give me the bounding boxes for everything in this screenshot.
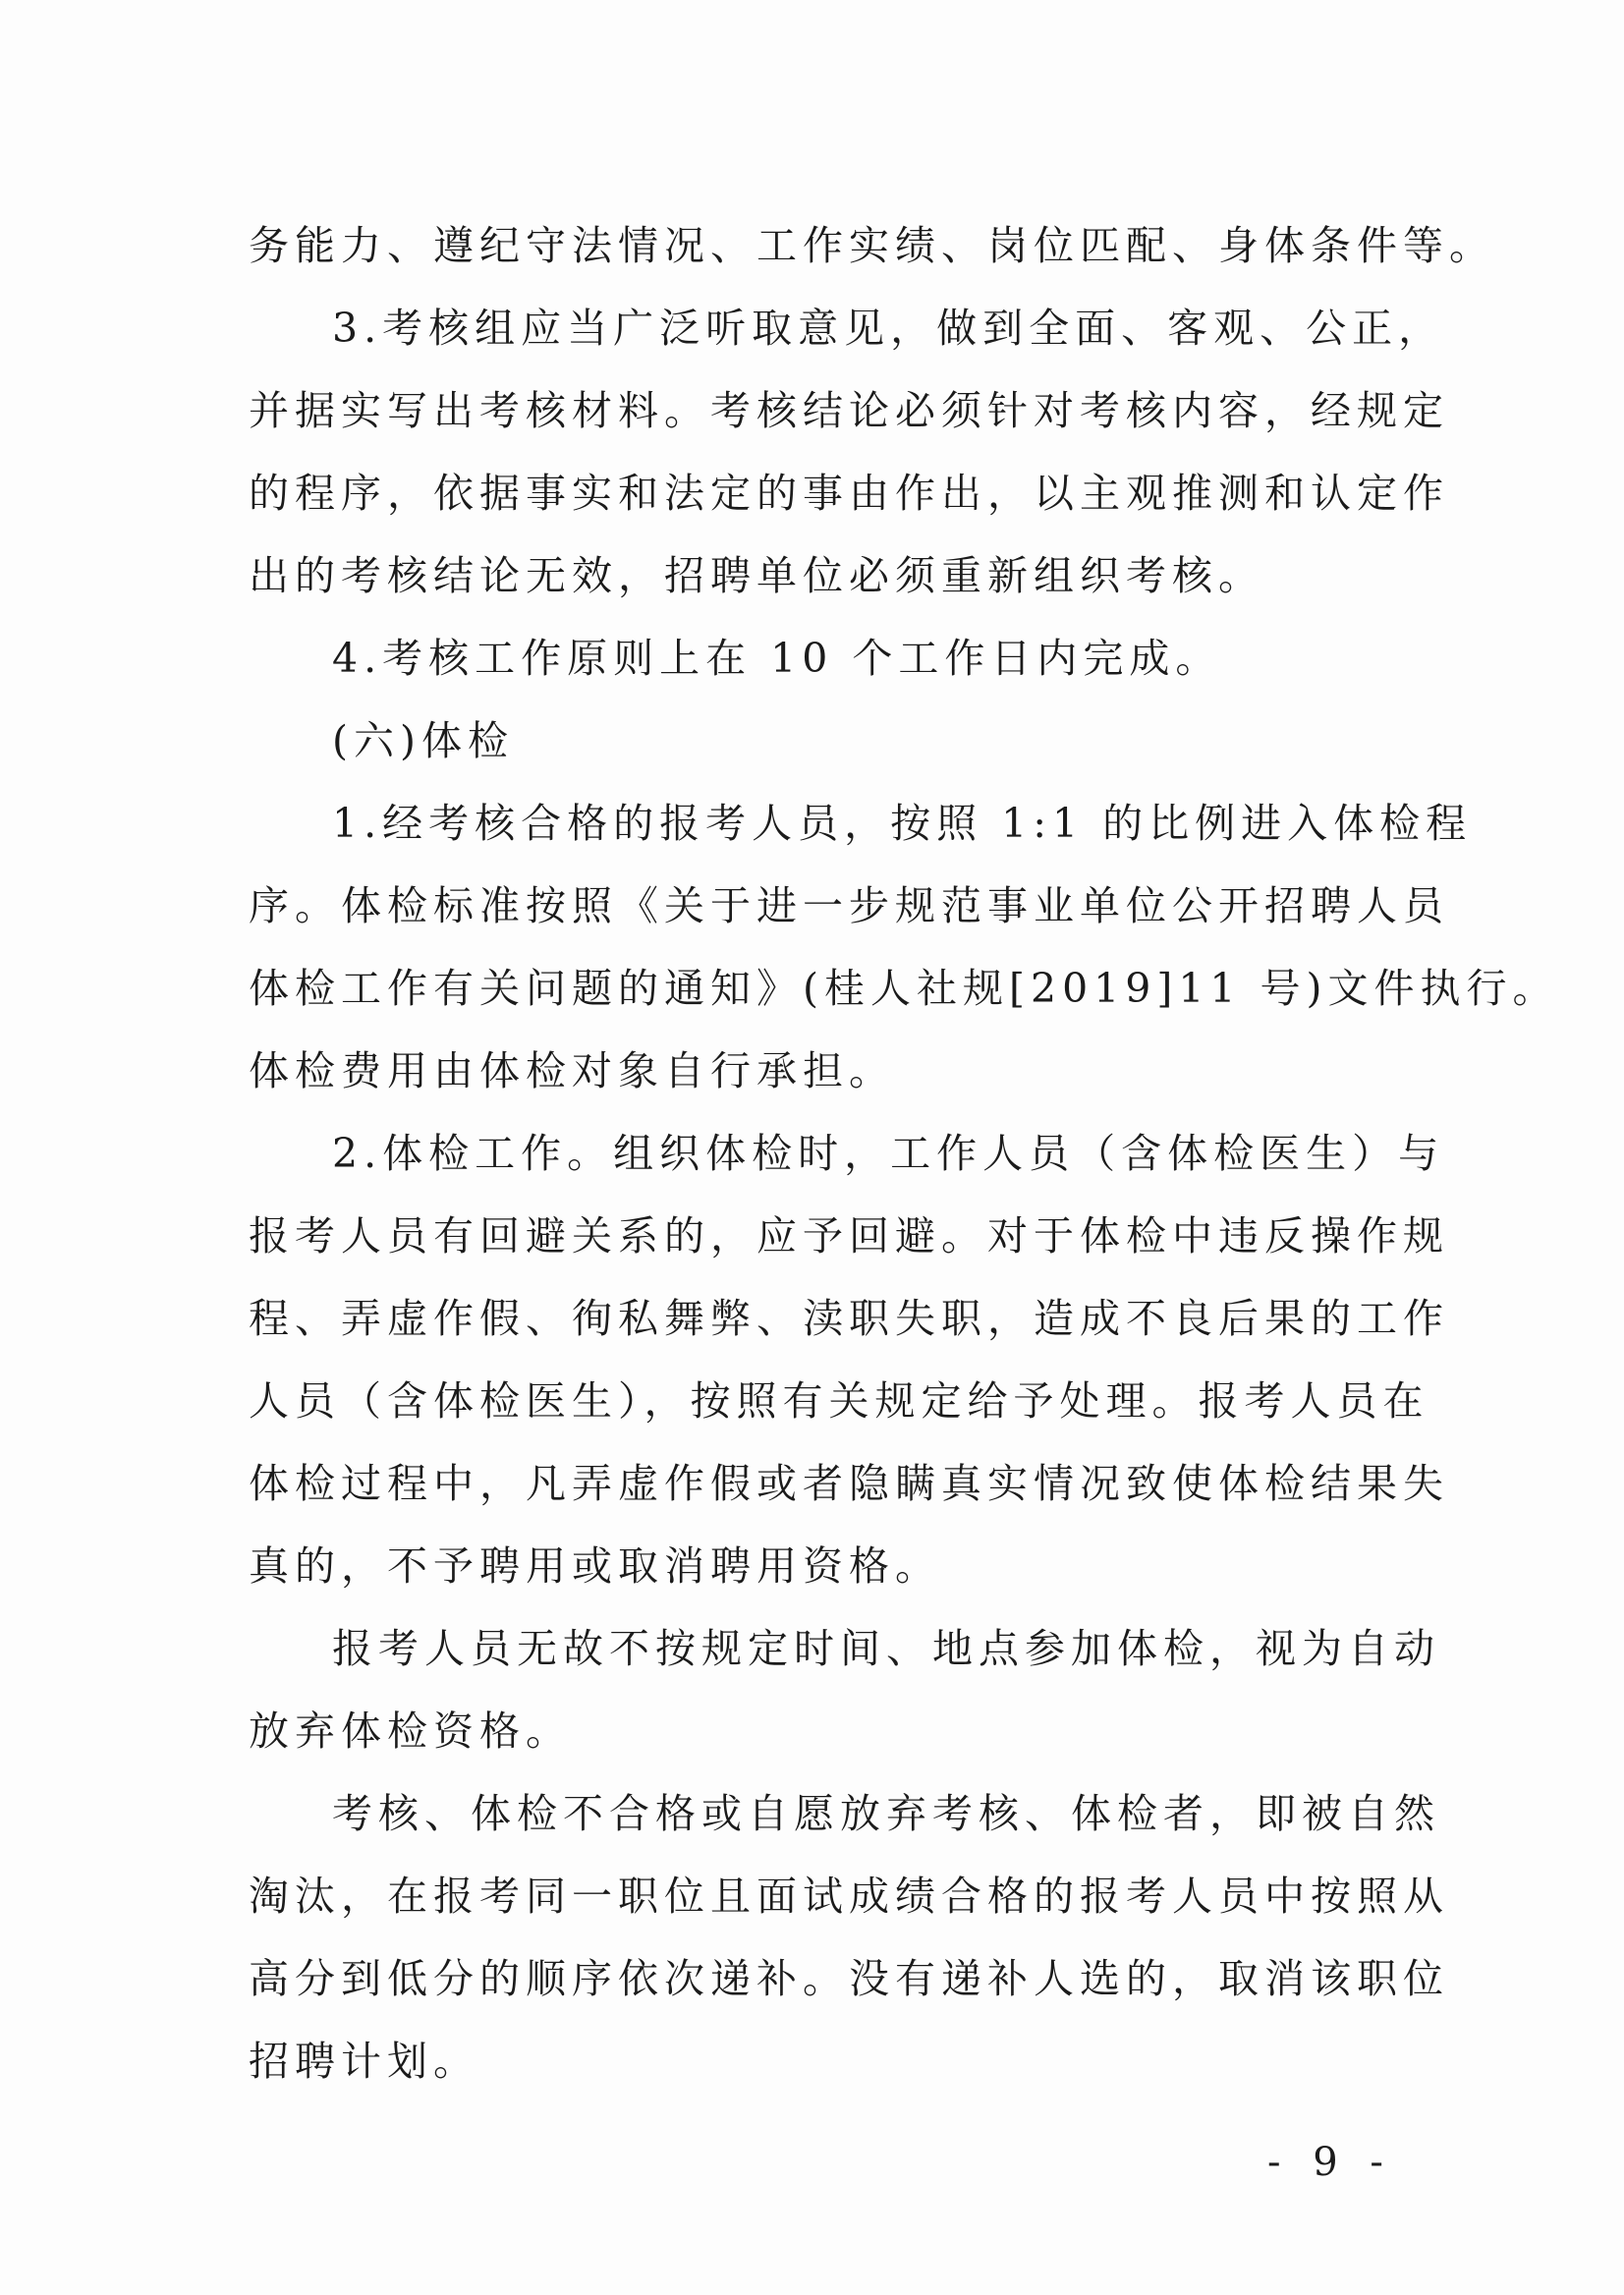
text-line: 4.考核工作原则上在 10 个工作日内完成。 xyxy=(332,635,1222,682)
paragraph-assessment-3 xyxy=(249,287,1449,617)
section-heading: (六)体检 xyxy=(332,717,514,764)
text-line: 高分到低分的顺序依次递补。没有递补人选的，取消该职位 xyxy=(249,1955,1449,2002)
document-body xyxy=(249,204,1559,2102)
text-line: 淘汰，在报考同一职位且面试成绩合格的报考人员中按照从 xyxy=(249,1873,1449,1920)
text-line: 序。体检标准按照《关于进一步规范事业单位公开招聘人员 xyxy=(249,882,1449,929)
text-line: 人员（含体检医生），按照有关规定给予处理。报考人员在 xyxy=(249,1377,1429,1425)
paragraph-exam-1 xyxy=(249,782,1559,1112)
paragraph-assessment-4 xyxy=(249,617,1378,700)
text-line: 体检工作有关问题的通知》(桂人社规[2019]11 号)文件执行。 xyxy=(249,965,1559,1012)
text-line: 体检过程中，凡弄虚作假或者隐瞒真实情况致使体检结果失 xyxy=(249,1460,1449,1507)
paragraph-replacement xyxy=(249,1772,1449,2102)
text-line: 报考人员有回避关系的，应予回避。对于体检中违反操作规 xyxy=(249,1212,1449,1259)
paragraph-absence xyxy=(249,1607,1440,1772)
text-line: 招聘计划。 xyxy=(249,2038,479,2085)
text-line: 体检费用由体检对象自行承担。 xyxy=(249,1047,895,1094)
text-line: 务能力、遵纪守法情况、工作实绩、岗位匹配、身体条件等。 xyxy=(249,222,1495,269)
text-line: 2.体检工作。组织体检时，工作人员（含体检医生）与 xyxy=(332,1130,1445,1177)
text-line: 的程序，依据事实和法定的事由作出，以主观推测和认定作 xyxy=(249,470,1449,517)
text-line: 放弃体检资格。 xyxy=(249,1707,572,1755)
paragraph-exam-2 xyxy=(249,1112,1449,1607)
text-line: 出的考核结论无效，招聘单位必须重新组织考核。 xyxy=(249,552,1264,599)
page-number: - 9 - xyxy=(1267,2140,1393,2185)
text-line: 并据实写出考核材料。考核结论必须针对考核内容，经规定 xyxy=(249,387,1449,434)
text-line: 1.经考核合格的报考人员，按照 1:1 的比例进入体检程 xyxy=(332,800,1473,847)
text-line: 考核、体检不合格或自愿放弃考核、体检者，即被自然 xyxy=(332,1790,1440,1837)
text-line: 程、弄虚作假、徇私舞弊、渎职失职，造成不良后果的工作 xyxy=(249,1295,1449,1342)
section-heading-physical-exam xyxy=(249,700,1378,782)
text-line: 真的，不予聘用或取消聘用资格。 xyxy=(249,1542,941,1590)
text-line: 3.考核组应当广泛听取意见，做到全面、客观、公正， xyxy=(332,305,1445,352)
text-line: 报考人员无故不按规定时间、地点参加体检，视为自动 xyxy=(332,1625,1440,1672)
paragraph-assessment-scope xyxy=(249,204,1495,287)
